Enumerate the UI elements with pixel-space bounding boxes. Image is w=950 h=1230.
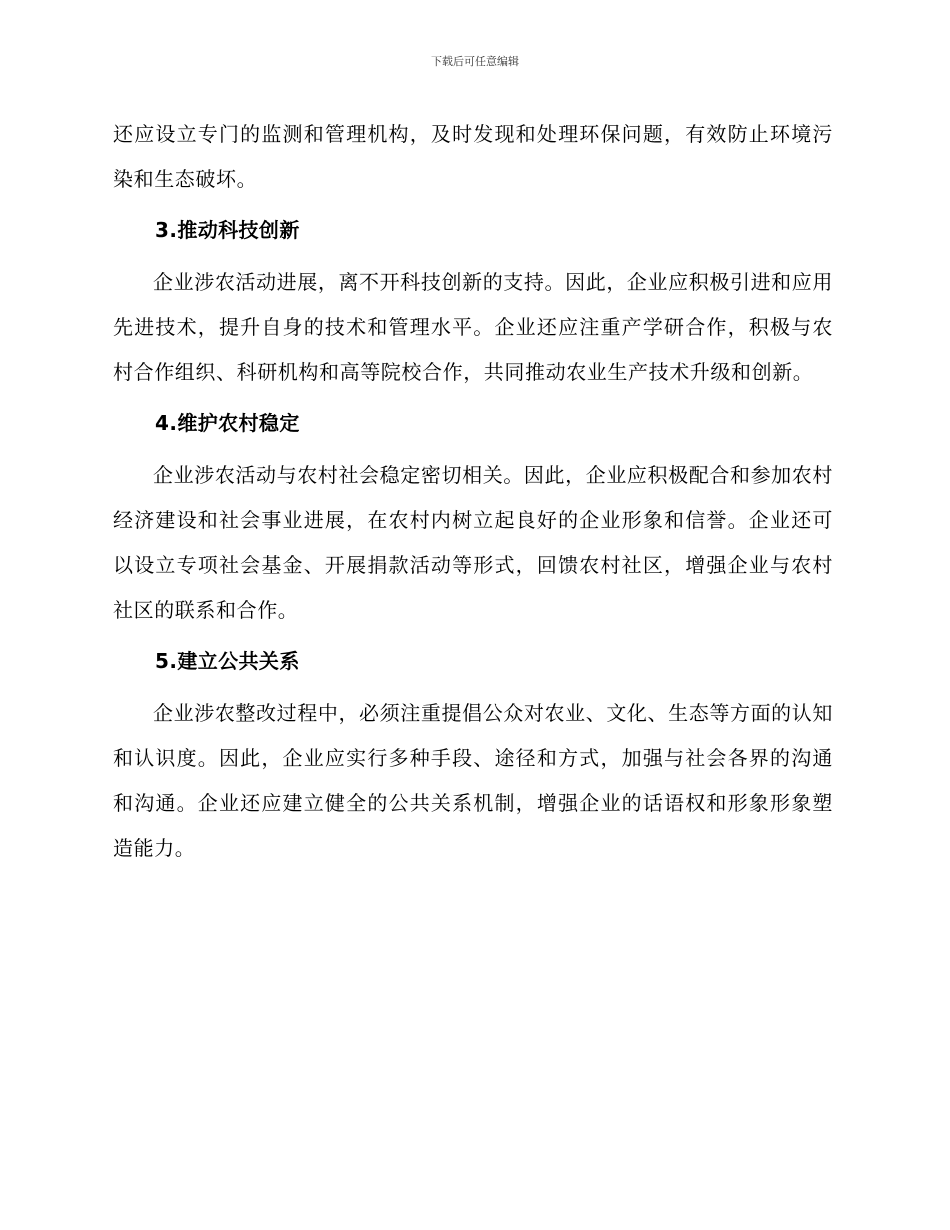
section-heading-5: 5.建立公共关系 bbox=[155, 649, 300, 673]
intro-paragraph: 还应设立专门的监测和管理机构，及时发现和处理环保问题，有效防止环境污染和生态破坏。 bbox=[113, 122, 833, 191]
section-paragraph-3: 企业涉农活动进展，离不开科技创新的支持。因此，企业应积极引进和应用先进技术，提升自身的技术和管理水平。企业还应注重产学研合作，积极与农村合作组织、科研机构和高等院校合作，共同推动农业生产技术升级和创新。 bbox=[113, 270, 833, 384]
section-paragraph-5: 企业涉农整改过程中，必须注重提倡公众对农业、文化、生态等方面的认知和认识度。因此，企业应实行多种手段、途径和方式，加强与社会各界的沟通和沟通。企业还应建立健全的公共关系机制，增强企业的话语权和形象形象塑造能力。 bbox=[113, 701, 833, 860]
section-heading-4: 4.维护农村稳定 bbox=[155, 411, 300, 435]
document-body bbox=[113, 112, 833, 871]
page-header: 下载后可任意编辑 bbox=[431, 55, 519, 68]
section-paragraph-4: 企业涉农活动与农村社会稳定密切相关。因此，企业应积极配合和参加农村经济建设和社会事业进展，在农村内树立起良好的企业形象和信誉。企业还可以设立专项社会基金、开展捐款活动等形式，回馈农村社区，增强企业与农村社区的联系和合作。 bbox=[113, 463, 833, 622]
section-heading-3: 3.推动科技创新 bbox=[155, 218, 300, 242]
